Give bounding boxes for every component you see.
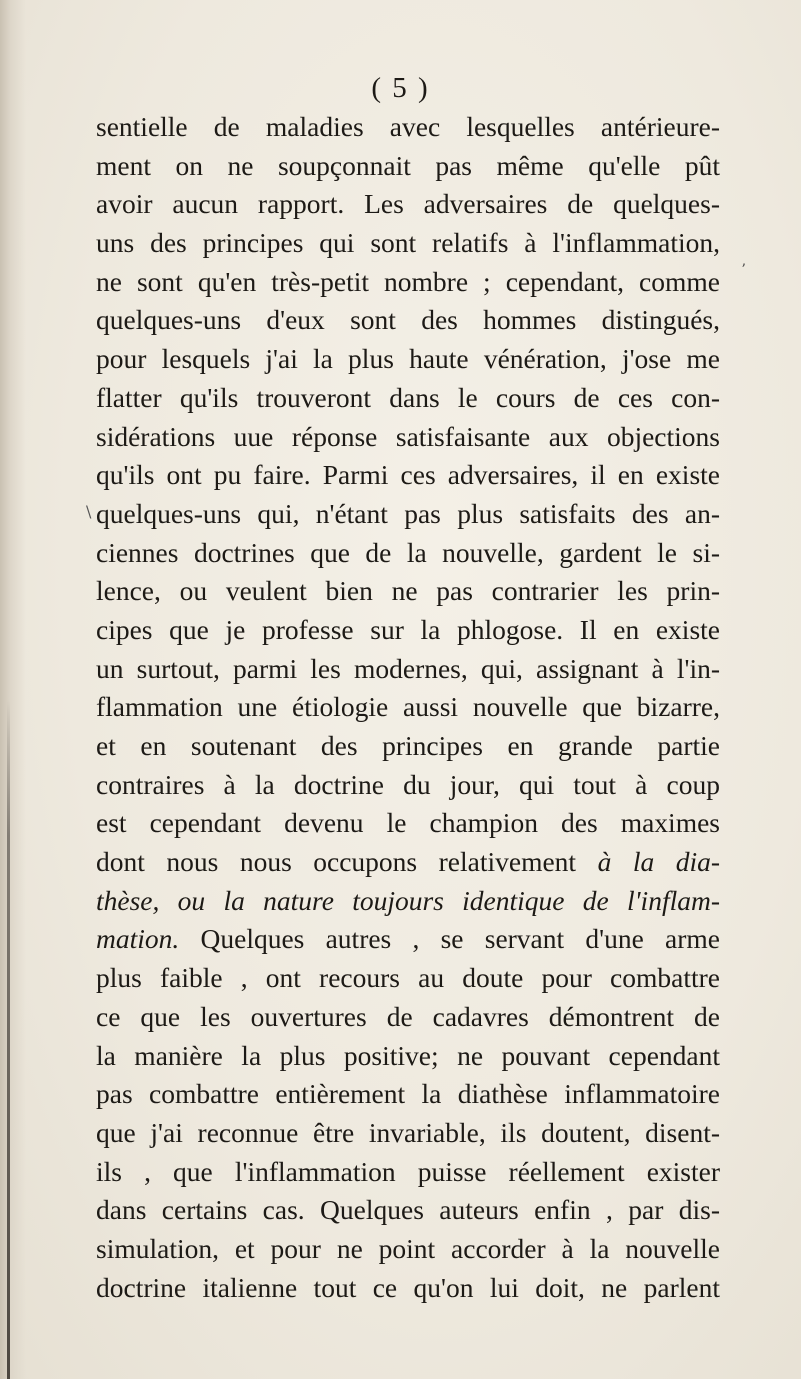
margin-mark: \ bbox=[86, 502, 92, 521]
text-segment: dont nous nous occupons relativement bbox=[96, 846, 577, 878]
text-line: la manière la plus positive; ne pouvant cependant bbox=[96, 1039, 720, 1071]
text-line: lence, ou veulent bien ne pas contrarier les prin- bbox=[96, 575, 720, 607]
text-line: doctrine italienne tout ce qu'on lui doit, ne parlent bbox=[96, 1271, 720, 1303]
italic-segment: à la dia- bbox=[597, 846, 721, 878]
text-line: pas combattre entièrement la diathèse inflammatoire bbox=[96, 1078, 720, 1110]
text-line: quelques-uns qui, n'étant pas plus satisfaits des an- bbox=[96, 497, 720, 529]
text-line: ils , que l'inflammation puisse réellement exister bbox=[96, 1155, 720, 1187]
text-line: flatter qu'ils trouveront dans le cours de ces con- bbox=[96, 381, 720, 413]
text-line: un surtout, parmi les modernes, qui, assignant à l'in- bbox=[96, 652, 720, 684]
italic-segment: mation. bbox=[96, 923, 180, 955]
text-line: sentielle de maladies avec lesquelles antérieure- bbox=[96, 111, 720, 142]
text-line: avoir aucun rapport. Les adversaires de quelques- bbox=[96, 188, 720, 220]
text-line: est cependant devenu le champion des maximes bbox=[96, 807, 720, 839]
text-line: simulation, et pour ne point accorder à la nouvelle bbox=[96, 1232, 720, 1264]
text-line: contraires à la doctrine du jour, qui tout à coup bbox=[96, 768, 720, 800]
text-line: que j'ai reconnue être invariable, ils doutent, disent- bbox=[96, 1116, 720, 1148]
text-line: ciennes doctrines que de la nouvelle, gardent le si- bbox=[96, 536, 720, 568]
text-line: cipes que je professe sur la phlogose. Il en existe bbox=[96, 613, 720, 645]
text-line: ment on ne soupçonnait pas même qu'elle pût bbox=[96, 149, 720, 181]
text-line-mixed bbox=[96, 920, 720, 959]
text-line: ne sont qu'en très-petit nombre ; cependant, comme bbox=[96, 265, 720, 297]
text-segment: Quelques autres , se servant d'une arme bbox=[200, 923, 720, 955]
text-line-mixed bbox=[96, 843, 720, 882]
text-line: uns des principes qui sont relatifs à l'inflammation, bbox=[96, 227, 720, 259]
text-line: quelques-uns d'eux sont des hommes distingués, bbox=[96, 304, 720, 336]
text-line: qu'ils ont pu faire. Parmi ces adversaires, il en existe bbox=[96, 459, 720, 491]
text-line: sidérations uue réponse satisfaisante aux objections bbox=[96, 420, 720, 452]
text-line: plus faible , ont recours au doute pour combattre bbox=[96, 962, 720, 994]
text-line: ce que les ouvertures de cadavres démontrent de bbox=[96, 1000, 720, 1032]
text-line: dans certains cas. Quelques auteurs enfin , par dis- bbox=[96, 1194, 720, 1226]
page-number: ( 5 ) bbox=[371, 72, 430, 104]
ink-speck: ʼ bbox=[741, 262, 746, 278]
text-line-italic: thèse, ou la nature toujours identique de l'inflam- bbox=[96, 884, 720, 916]
binding-edge bbox=[7, 700, 10, 1379]
text-line: pour lesquels j'ai la plus haute vénération, j'ose me bbox=[96, 343, 720, 375]
page-edge-shadow bbox=[0, 0, 26, 1379]
body-text bbox=[96, 108, 720, 1307]
text-line: et en soutenant des principes en grande partie bbox=[96, 730, 720, 761]
text-line: flammation une étiologie aussi nouvelle que bizarre, bbox=[96, 691, 720, 723]
